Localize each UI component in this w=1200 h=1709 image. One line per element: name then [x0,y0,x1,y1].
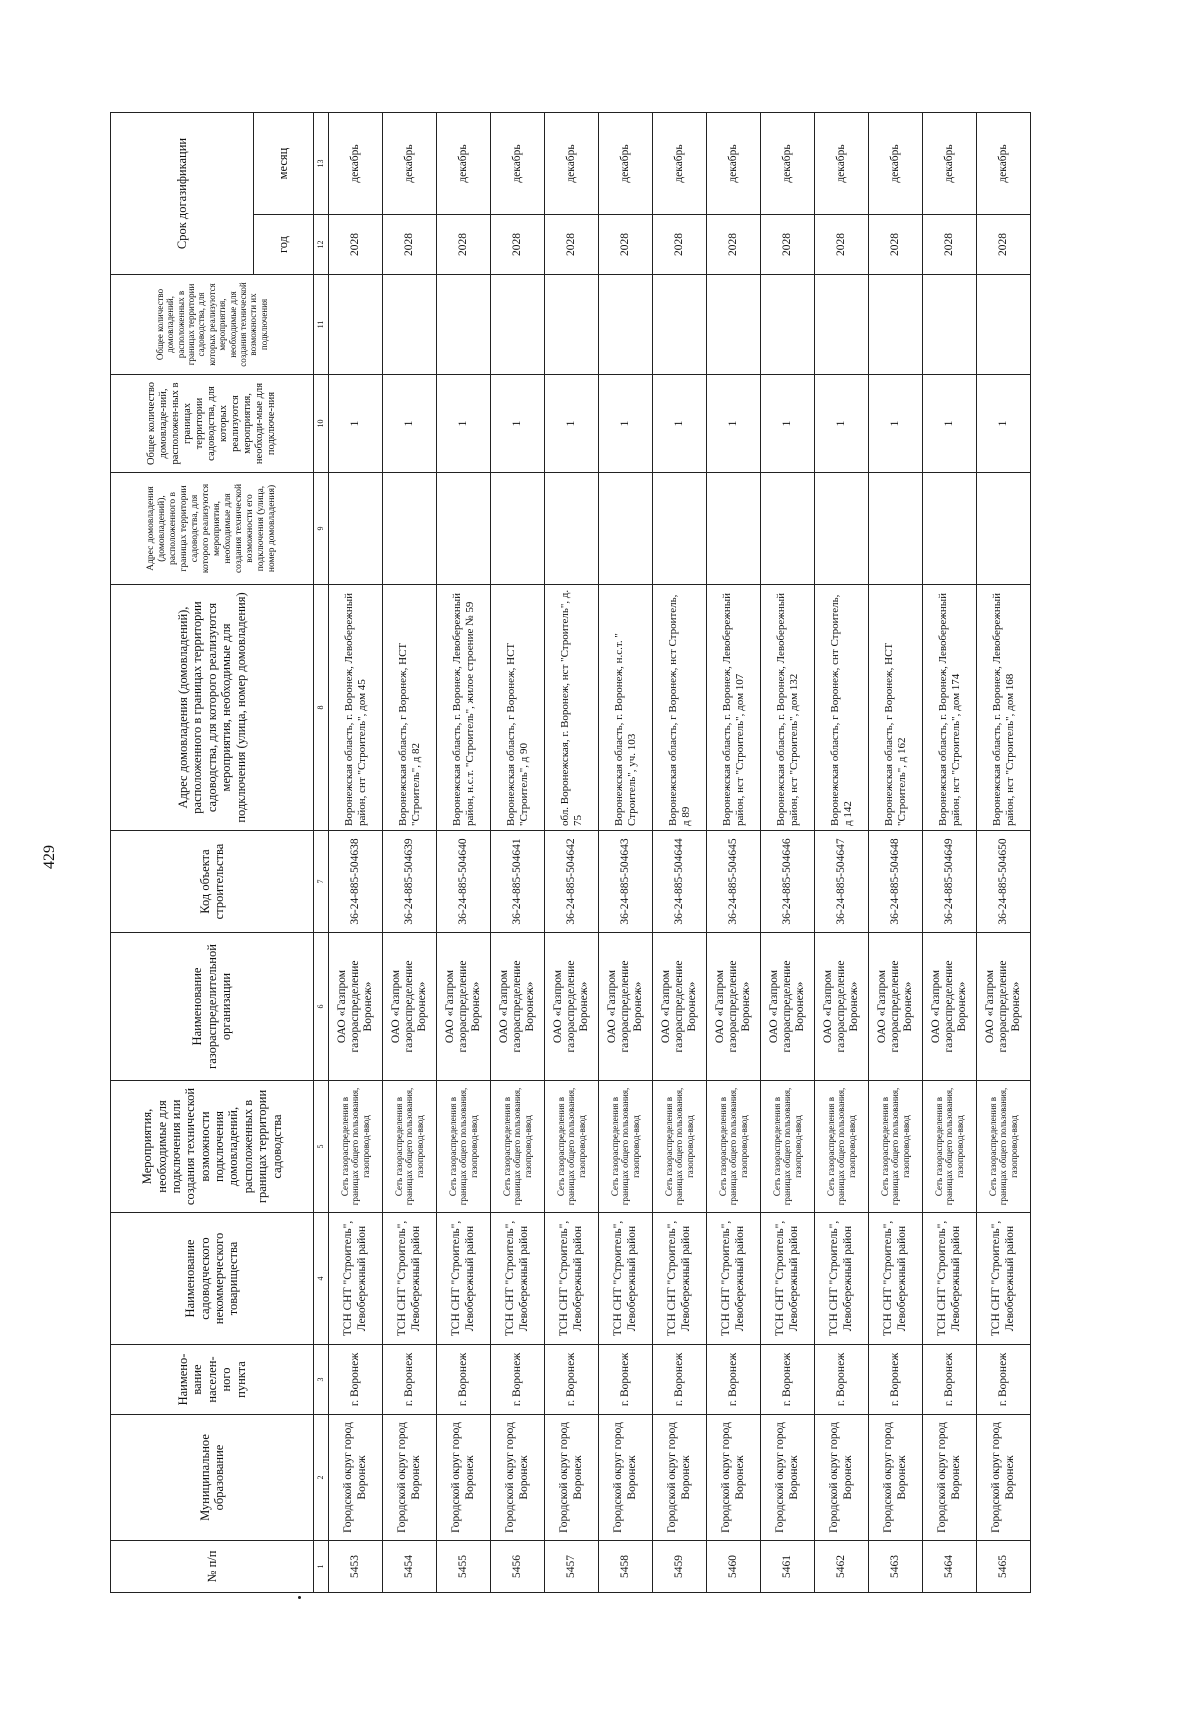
table-row [383,113,437,1593]
cell-object-code: 36-24-885-504643 [599,831,653,933]
cell-deadline-month: декабрь [437,113,491,215]
cell-partnership: ТСН СНТ "Строитель", Левобережный район [815,1213,869,1345]
cell-object-code: 36-24-885-504645 [707,831,761,933]
cell-count-connection: 1 [869,375,923,473]
cell-municipality: Городской округ город Воронеж [329,1415,383,1541]
cell-municipality: Городской округ город Воронеж [977,1415,1031,1541]
cell-deadline-month: декабрь [653,113,707,215]
column-numbers-row [314,113,329,1593]
cell-partnership: ТСН СНТ "Строитель", Левобережный район [707,1213,761,1345]
cell-row-number: 5459 [653,1541,707,1593]
cell-deadline-year: 2028 [329,215,383,275]
cell-settlement: г. Воронеж [437,1345,491,1415]
cell-deadline-month: декабрь [707,113,761,215]
table-row [815,113,869,1593]
table-row [491,113,545,1593]
cell-deadline-year: 2028 [383,215,437,275]
cell-count-capability [761,275,815,375]
cell-object-code: 36-24-885-504638 [329,831,383,933]
cell-count-connection: 1 [329,375,383,473]
cell-count-connection: 1 [923,375,977,473]
cell-object-code: 36-24-885-504650 [977,831,1031,933]
cell-deadline-year: 2028 [491,215,545,275]
cell-gas-organization: ОАО «Газпром газораспределение Воронеж» [599,933,653,1081]
cell-row-number: 5460 [707,1541,761,1593]
cell-deadline-month: декабрь [545,113,599,215]
cell-deadline-month: декабрь [977,113,1031,215]
cell-deadline-year: 2028 [815,215,869,275]
cell-count-connection: 1 [977,375,1031,473]
cell-address-connection: Воронежская область, г Воронеж, НСТ "Строитель", д 162 [869,585,923,831]
cell-settlement: г. Воронеж [815,1345,869,1415]
cell-municipality: Городской округ город Воронеж [923,1415,977,1541]
cell-deadline-year: 2028 [977,215,1031,275]
cell-address-capability [923,473,977,585]
cell-deadline-month: декабрь [329,113,383,215]
cell-count-connection: 1 [383,375,437,473]
cell-address-capability [869,473,923,585]
column-number: 10 [314,375,329,473]
cell-address-capability [329,473,383,585]
cell-count-connection: 1 [545,375,599,473]
cell-partnership: ТСН СНТ "Строитель", Левобережный район [923,1213,977,1345]
cell-row-number: 5454 [383,1541,437,1593]
cell-gas-organization: ОАО «Газпром газораспределение Воронеж» [383,933,437,1081]
header-partnership: Наименование садоводческого некоммерческого товарищества [111,1213,314,1345]
cell-row-number: 5457 [545,1541,599,1593]
cell-partnership: ТСН СНТ "Строитель", Левобережный район [491,1213,545,1345]
cell-deadline-month: декабрь [383,113,437,215]
cell-settlement: г. Воронеж [383,1345,437,1415]
cell-address-connection: Воронежская область, г Воронеж, снт Строитель, д 142 [815,585,869,831]
cell-deadline-year: 2028 [653,215,707,275]
cell-address-connection: Воронежская область, г Воронеж, НСТ "Строитель", д 90 [491,585,545,831]
cell-measures: Сеть газораспределения в границах общего пользования, газопровод-ввод [653,1081,707,1213]
column-number: 5 [314,1081,329,1213]
cell-measures: Сеть газораспределения в границах общего пользования, газопровод-ввод [869,1081,923,1213]
header-count-connection: Общее количество домовладе-ний, расположен-ных в границах территории садоводства, для которых реализуются мероприятия, необходи-мые для подключе-ния [111,375,314,473]
cell-partnership: ТСН СНТ "Строитель", Левобережный район [869,1213,923,1345]
cell-settlement: г. Воронеж [869,1345,923,1415]
cell-address-capability [761,473,815,585]
cell-partnership: ТСН СНТ "Строитель", Левобережный район [437,1213,491,1345]
table-header [111,113,329,1593]
cell-municipality: Городской округ город Воронеж [545,1415,599,1541]
cell-count-connection: 1 [599,375,653,473]
cell-settlement: г. Воронеж [491,1345,545,1415]
cell-gas-organization: ОАО «Газпром газораспределение Воронеж» [437,933,491,1081]
cell-row-number: 5453 [329,1541,383,1593]
cell-count-capability [653,275,707,375]
rotated-page [110,113,1070,1593]
table-row [977,113,1031,1593]
column-number: 2 [314,1415,329,1541]
cell-municipality: Городской округ город Воронеж [437,1415,491,1541]
cell-settlement: г. Воронеж [329,1345,383,1415]
gasification-table [110,112,1031,1593]
cell-count-connection: 1 [815,375,869,473]
header-year: год [254,215,314,275]
cell-settlement: г. Воронеж [977,1345,1031,1415]
table-row [437,113,491,1593]
cell-address-connection: Воронежская область, г. Воронеж, Левобережный район, нст "Строитель", дом 107 [707,585,761,831]
header-count-capability: Общее количество домовладений, расположенных в границах территории садоводства, для которых реализуются мероприятия, необходимые для создания технической возможности их подключения [111,275,314,375]
header-address-connection: Адрес домовладения (домовладений), расположенного в границах территории садоводства, для которого реализуются мероприятия, необходимые для подключения (улица, номер домовладения) [111,585,314,831]
cell-measures: Сеть газораспределения в границах общего пользования, газопровод-ввод [761,1081,815,1213]
cell-count-capability [923,275,977,375]
cell-partnership: ТСН СНТ "Строитель", Левобережный район [761,1213,815,1345]
cell-address-capability [815,473,869,585]
column-number: 9 [314,473,329,585]
cell-row-number: 5455 [437,1541,491,1593]
page-number: 429 [41,845,58,869]
cell-count-capability [437,275,491,375]
column-number: 12 [314,215,329,275]
cell-count-connection: 1 [491,375,545,473]
cell-count-capability [599,275,653,375]
table-row [707,113,761,1593]
cell-address-capability [653,473,707,585]
cell-gas-organization: ОАО «Газпром газораспределение Воронеж» [653,933,707,1081]
cell-gas-organization: ОАО «Газпром газораспределение Воронеж» [815,933,869,1081]
header-object-code: Код объекта строительства [111,831,314,933]
cell-deadline-month: декабрь [869,113,923,215]
header-municipality: Муниципальное образование [111,1415,314,1541]
cell-gas-organization: ОАО «Газпром газораспределение Воронеж» [491,933,545,1081]
cell-count-connection: 1 [437,375,491,473]
cell-gas-organization: ОАО «Газпром газораспределение Воронеж» [869,933,923,1081]
cell-address-capability [599,473,653,585]
cell-row-number: 5462 [815,1541,869,1593]
cell-gas-organization: ОАО «Газпром газораспределение Воронеж» [977,933,1031,1081]
header-gas-organization: Наименование газораспределительной организации [111,933,314,1081]
cell-count-capability [383,275,437,375]
cell-count-capability [329,275,383,375]
cell-count-capability [545,275,599,375]
cell-address-connection: Воронежская область, г. Воронеж, Левобережный район, нст "Строитель", дом 174 [923,585,977,831]
table-row [653,113,707,1593]
table-row [599,113,653,1593]
cell-count-connection: 1 [653,375,707,473]
cell-object-code: 36-24-885-504647 [815,831,869,933]
cell-row-number: 5464 [923,1541,977,1593]
table-row [923,113,977,1593]
cell-measures: Сеть газораспределения в границах общего пользования, газопровод-ввод [815,1081,869,1213]
cell-deadline-month: декабрь [923,113,977,215]
cell-measures: Сеть газораспределения в границах общего пользования, газопровод-ввод [491,1081,545,1213]
cell-municipality: Городской округ город Воронеж [761,1415,815,1541]
cell-deadline-month: декабрь [761,113,815,215]
cell-row-number: 5465 [977,1541,1031,1593]
cell-object-code: 36-24-885-504648 [869,831,923,933]
cell-object-code: 36-24-885-504640 [437,831,491,933]
cell-deadline-month: декабрь [599,113,653,215]
cell-deadline-year: 2028 [761,215,815,275]
column-number: 1 [314,1541,329,1593]
table-body [329,113,1031,1593]
cell-address-connection: Воронежская область, г. Воронеж, н.с.т. " Строитель", уч. 103 [599,585,653,831]
cell-object-code: 36-24-885-504644 [653,831,707,933]
header-settlement: Наимено-вание населен-ного пункта [111,1345,314,1415]
cell-count-capability [869,275,923,375]
cell-measures: Сеть газораспределения в границах общего пользования, газопровод-ввод [329,1081,383,1213]
header-number: № п/п [111,1541,314,1593]
cell-deadline-year: 2028 [707,215,761,275]
column-number: 6 [314,933,329,1081]
table-row [761,113,815,1593]
cell-count-connection: 1 [707,375,761,473]
column-number: 11 [314,275,329,375]
cell-settlement: г. Воронеж [923,1345,977,1415]
cell-row-number: 5458 [599,1541,653,1593]
cell-count-capability [707,275,761,375]
column-number: 8 [314,585,329,831]
table-row [869,113,923,1593]
cell-deadline-year: 2028 [923,215,977,275]
cell-address-connection: Воронежская область, г. Воронеж, Левобережный район, нст "Строитель", дом 168 [977,585,1031,831]
header-measures: Мероприятия, необходимые для подключения или создания технической возможности подключения домовладений, расположенных в границах территории садоводства [111,1081,314,1213]
cell-address-capability [977,473,1031,585]
cell-gas-organization: ОАО «Газпром газораспределение Воронеж» [707,933,761,1081]
cell-deadline-year: 2028 [599,215,653,275]
cell-partnership: ТСН СНТ "Строитель", Левобережный район [653,1213,707,1345]
cell-municipality: Городской округ город Воронеж [491,1415,545,1541]
cell-settlement: г. Воронеж [599,1345,653,1415]
cell-address-connection: Воронежская область, г. Воронеж, Левобережный район, нст "Строитель", дом 132 [761,585,815,831]
cell-object-code: 36-24-885-504639 [383,831,437,933]
cell-deadline-year: 2028 [545,215,599,275]
cell-address-capability [707,473,761,585]
cell-object-code: 36-24-885-504641 [491,831,545,933]
cell-settlement: г. Воронеж [545,1345,599,1415]
cell-settlement: г. Воронеж [761,1345,815,1415]
cell-measures: Сеть газораспределения в границах общего пользования, газопровод-ввод [923,1081,977,1213]
cell-gas-organization: ОАО «Газпром газораспределение Воронеж» [761,933,815,1081]
cell-measures: Сеть газораспределения в границах общего пользования, газопровод-ввод [383,1081,437,1213]
cell-gas-organization: ОАО «Газпром газораспределение Воронеж» [329,933,383,1081]
cell-municipality: Городской округ город Воронеж [869,1415,923,1541]
cell-gas-organization: ОАО «Газпром газораспределение Воронеж» [545,933,599,1081]
cell-address-connection: Воронежская область, г Воронеж, нст Строитель, д 89 [653,585,707,831]
cell-partnership: ТСН СНТ "Строитель", Левобережный район [977,1213,1031,1345]
cell-row-number: 5463 [869,1541,923,1593]
header-month: месяц [254,113,314,215]
column-number: 7 [314,831,329,933]
cell-object-code: 36-24-885-504646 [761,831,815,933]
cell-address-connection: Воронежская область, г. Воронеж, Левобережный район, снт "Строитель", дом 45 [329,585,383,831]
table-row [545,113,599,1593]
header-address-capability: Адрес домовладения (домовладений), расположенного в границах территории садоводства, для которого реализуются мероприятия, необходимые для создания технической возможности его подключения (улица, номер домовладения) [111,473,314,585]
cell-settlement: г. Воронеж [707,1345,761,1415]
cell-row-number: 5456 [491,1541,545,1593]
cell-measures: Сеть газораспределения в границах общего пользования, газопровод-ввод [977,1081,1031,1213]
cell-deadline-month: декабрь [815,113,869,215]
column-number: 4 [314,1213,329,1345]
cell-measures: Сеть газораспределения в границах общего пользования, газопровод-ввод [599,1081,653,1213]
cell-settlement: г. Воронеж [653,1345,707,1415]
cell-count-capability [491,275,545,375]
cell-municipality: Городской округ город Воронеж [383,1415,437,1541]
cell-object-code: 36-24-885-504642 [545,831,599,933]
cell-address-connection: обл. Воронежская, г. Воронеж, нст "Строитель", д. 75 [545,585,599,831]
cell-deadline-year: 2028 [437,215,491,275]
cell-deadline-month: декабрь [491,113,545,215]
cell-deadline-year: 2028 [869,215,923,275]
table-row [329,113,383,1593]
cell-count-capability [977,275,1031,375]
cell-row-number: 5461 [761,1541,815,1593]
cell-count-connection: 1 [761,375,815,473]
cell-measures: Сеть газораспределения в границах общего пользования, газопровод-ввод [545,1081,599,1213]
cell-municipality: Городской округ город Воронеж [599,1415,653,1541]
cell-gas-organization: ОАО «Газпром газораспределение Воронеж» [923,933,977,1081]
cell-partnership: ТСН СНТ "Строитель", Левобережный район [329,1213,383,1345]
cell-address-capability [437,473,491,585]
cell-partnership: ТСН СНТ "Строитель", Левобережный район [599,1213,653,1345]
cell-object-code: 36-24-885-504649 [923,831,977,933]
speck-mark [298,1596,301,1599]
cell-partnership: ТСН СНТ "Строитель", Левобережный район [545,1213,599,1345]
cell-address-connection: Воронежская область, г. Воронеж, Левобережный район, н.с.т. "Строитель", жилое строение № 59 [437,585,491,831]
cell-municipality: Городской округ город Воронеж [653,1415,707,1541]
cell-address-capability [545,473,599,585]
cell-measures: Сеть газораспределения в границах общего пользования, газопровод-ввод [437,1081,491,1213]
cell-address-connection: Воронежская область, г Воронеж, НСТ "Строитель", д 82 [383,585,437,831]
cell-municipality: Городской округ город Воронеж [815,1415,869,1541]
cell-count-capability [815,275,869,375]
column-number: 3 [314,1345,329,1415]
cell-municipality: Городской округ город Воронеж [707,1415,761,1541]
cell-address-capability [383,473,437,585]
cell-address-capability [491,473,545,585]
column-number: 13 [314,113,329,215]
cell-partnership: ТСН СНТ "Строитель", Левобережный район [383,1213,437,1345]
header-deadline: Срок догазификации [111,113,254,275]
cell-measures: Сеть газораспределения в границах общего пользования, газопровод-ввод [707,1081,761,1213]
